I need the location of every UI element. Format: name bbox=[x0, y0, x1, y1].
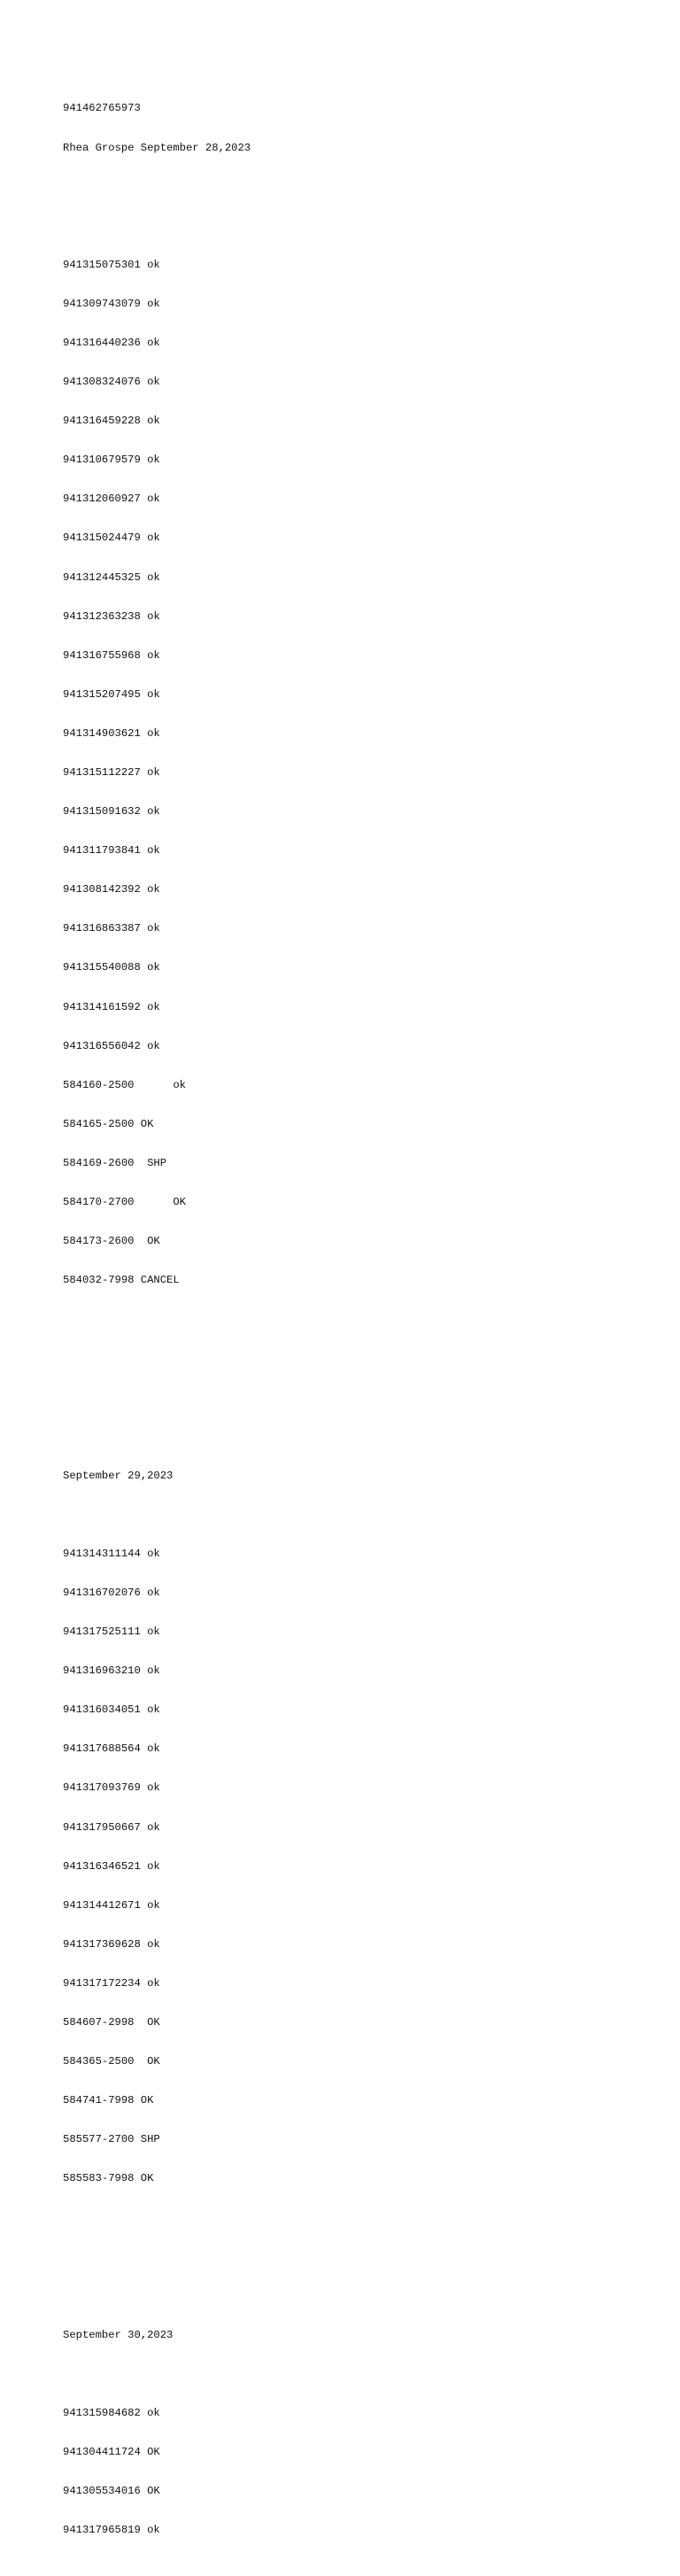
log-entry: 941316863387 ok bbox=[63, 922, 160, 935]
log-entry: 941311793841 ok bbox=[63, 844, 160, 857]
spacer bbox=[63, 1392, 647, 1405]
section-sept-29 bbox=[63, 1443, 647, 2211]
header-id-line: 941462765973 bbox=[63, 102, 141, 115]
spacer bbox=[63, 2368, 647, 2381]
log-entry: 941314161592 ok bbox=[63, 1000, 160, 1013]
log-entry: 941317965819 ok bbox=[63, 2524, 160, 2537]
log-entry: 941317688564 ok bbox=[63, 1742, 160, 1756]
log-entry: 941316034051 ok bbox=[63, 1703, 160, 1717]
log-entry: 941308324076 ok bbox=[63, 376, 160, 389]
log-entry: 941310679579 ok bbox=[63, 454, 160, 467]
log-entry: 941315540088 ok bbox=[63, 961, 160, 974]
log-entry: 941315091632 ok bbox=[63, 805, 160, 819]
log-entry: 584170-2700 OK bbox=[63, 1196, 186, 1209]
spacer bbox=[63, 1509, 647, 1522]
log-entry: 941317525111 ok bbox=[63, 1626, 160, 1639]
log-entry: 941317369628 ok bbox=[63, 1937, 160, 1951]
section-sept-30 bbox=[63, 2302, 647, 2563]
log-entry: 584607-2998 OK bbox=[63, 2016, 160, 2029]
log-entry: 585583-7998 OK bbox=[63, 2172, 154, 2185]
log-entry: 941314903621 ok bbox=[63, 726, 160, 740]
log-entry: 941315024479 ok bbox=[63, 531, 160, 545]
log-entry: 941315112227 ok bbox=[63, 766, 160, 780]
log-entry: 941315207495 ok bbox=[63, 687, 160, 701]
log-entry: 941316459228 ok bbox=[63, 415, 160, 428]
log-entry: 941308142392 ok bbox=[63, 883, 160, 896]
log-entry: 584173-2600 OK bbox=[63, 1235, 160, 1248]
log-entry: 941316440236 ok bbox=[63, 336, 160, 349]
log-entry: 941317172234 ok bbox=[63, 1976, 160, 1990]
log-entry: 941314412671 ok bbox=[63, 1898, 160, 1912]
log-entry: 941315984682 ok bbox=[63, 2407, 160, 2420]
log-entry: 941317093769 ok bbox=[63, 1781, 160, 1795]
log-entry: 941316755968 ok bbox=[63, 648, 160, 662]
log-entry: 941316702076 ok bbox=[63, 1587, 160, 1600]
log-entry: 941316346521 ok bbox=[63, 1859, 160, 1873]
log-entry: 584169-2600 SHP bbox=[63, 1156, 167, 1169]
log-entry: 941304411724 OK bbox=[63, 2446, 160, 2459]
log-entry: 941316556042 ok bbox=[63, 1039, 160, 1052]
document-page bbox=[63, 76, 647, 2576]
section-date-heading: September 29,2023 bbox=[63, 1469, 174, 1482]
log-entry: 941315075301 ok bbox=[63, 258, 160, 271]
section-date-heading: September 30,2023 bbox=[63, 2328, 174, 2341]
log-entry: 941309743079 ok bbox=[63, 297, 160, 310]
log-entry: 584032-7998 CANCEL bbox=[63, 1274, 180, 1287]
log-entry: 584365-2500 OK bbox=[63, 2055, 160, 2068]
section-sept-28 bbox=[63, 232, 647, 1313]
log-entry: 941305534016 OK bbox=[63, 2485, 160, 2498]
spacer bbox=[63, 1352, 647, 1365]
spacer bbox=[63, 181, 647, 194]
log-entry: 584165-2500 OK bbox=[63, 1117, 154, 1130]
log-entry: 941312363238 ok bbox=[63, 609, 160, 623]
log-entry: 941314311144 ok bbox=[63, 1547, 160, 1560]
log-entry: 941317950667 ok bbox=[63, 1820, 160, 1834]
log-entry: 941312060927 ok bbox=[63, 493, 160, 506]
log-entry: 584741-7998 OK bbox=[63, 2094, 154, 2107]
spacer bbox=[63, 2251, 647, 2264]
log-entry: 585577-2700 SHP bbox=[63, 2133, 160, 2146]
header-name-date-line: Rhea Grospe September 28,2023 bbox=[63, 141, 251, 154]
log-entry: 941316963210 ok bbox=[63, 1664, 160, 1678]
log-entry: 584160-2500 ok bbox=[63, 1078, 186, 1091]
log-entry: 941312445325 ok bbox=[63, 570, 160, 584]
